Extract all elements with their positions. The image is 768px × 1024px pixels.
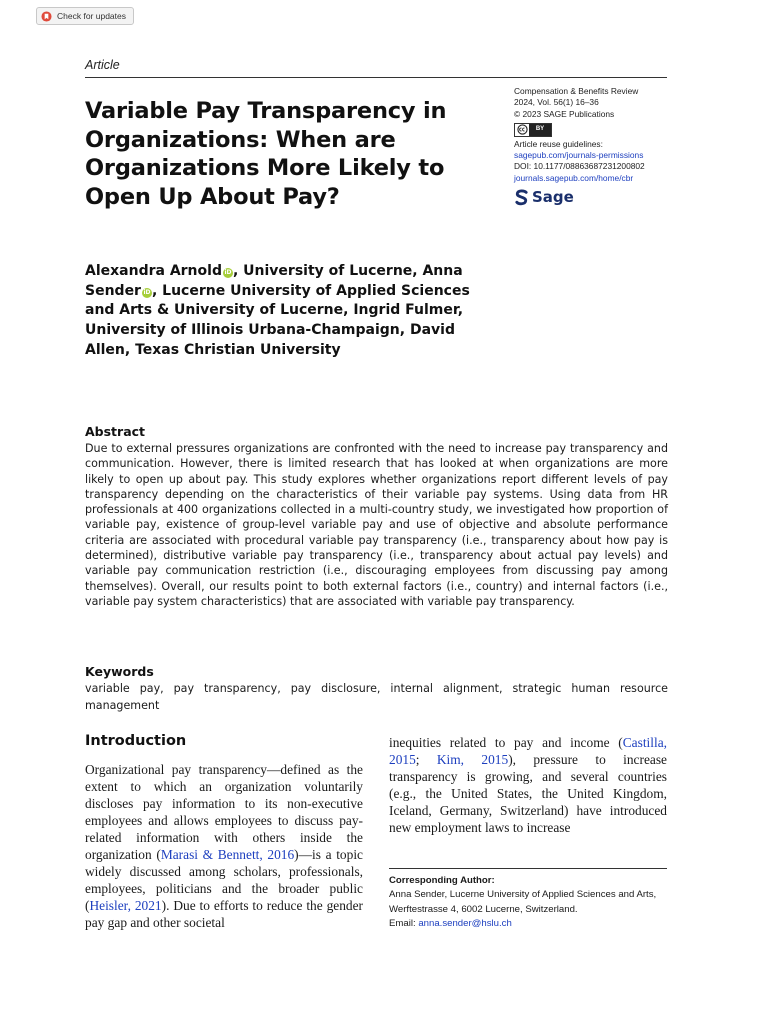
reuse-label: Article reuse guidelines:: [514, 138, 603, 149]
orcid-icon[interactable]: iD: [143, 288, 151, 296]
body-text: ;: [415, 752, 437, 767]
sage-wordmark: Sage: [532, 187, 574, 206]
sage-logo: [514, 189, 684, 206]
body-text: ), pressure to increase transparency is growing, and several countries (e.g., the United States, the United Kingdom, Iceland, Germany, Switzerland) have introduced new employment laws to increase: [389, 752, 667, 835]
sage-s-icon: [514, 189, 529, 206]
corresponding-author-label: Corresponding Author:: [389, 875, 495, 886]
author-affiliation: , Lucerne University of Applied Sciences and Arts & University of Lucerne,: [85, 282, 470, 319]
corresponding-author-email-line: [389, 917, 667, 931]
journal-name: Compensation & Benefits Review: [514, 86, 639, 96]
body-column-left: [85, 761, 363, 931]
journal-volume: 2024, Vol. 56(1) 16–36: [514, 97, 599, 108]
header-divider: [85, 77, 667, 78]
corresponding-author-address: Anna Sender, Lucerne University of Applied Sciences and Arts, Werftestrasse 4, 6002 Lucerne, Switzerland.: [389, 889, 657, 915]
abstract-heading: Abstract: [85, 424, 146, 439]
body-text: inequities related to pay and income (: [389, 735, 623, 750]
body-text: Organizational pay transparency—defined as the extent to which an organization voluntarily discloses pay information to its non-executive employees and allows employees to discuss pay-related information with others inside the organization (: [85, 762, 363, 862]
check-for-updates-button[interactable]: [36, 7, 134, 25]
citation-link[interactable]: Heisler, 2021: [89, 898, 162, 913]
check-for-updates-label: Check for updates: [57, 11, 126, 21]
copyright: © 2023 SAGE Publications: [514, 108, 615, 119]
creative-commons-icon: [517, 124, 528, 135]
cc-by-label: BY: [529, 124, 551, 136]
keywords-text: variable pay, pay transparency, pay disclosure, internal alignment, strategic human resource management: [85, 682, 668, 712]
citation-link[interactable]: Kim, 2015: [436, 752, 509, 767]
author-name: Alexandra Arnold: [85, 263, 222, 279]
reuse-link[interactable]: sagepub.com/journals-permissions: [514, 150, 644, 161]
email-label: Email:: [389, 917, 419, 929]
author-list: [85, 262, 485, 361]
orcid-icon[interactable]: iD: [224, 269, 232, 276]
author-name: Anna Sender: [85, 263, 463, 299]
footnote-divider: [389, 868, 667, 869]
bookmark-check-icon: [41, 11, 52, 22]
author-affiliation: , University of Lucerne,: [232, 263, 418, 279]
citation-link[interactable]: Marasi & Bennett, 2016: [160, 847, 295, 862]
corresponding-author: [389, 874, 667, 931]
article-title: Variable Pay Transparency in Organizations: When are Organizations More Likely to Open Up About Pay?: [85, 98, 447, 210]
journal-info: [514, 86, 684, 206]
email-link[interactable]: anna.sender@hslu.ch: [418, 917, 512, 929]
abstract-text: Due to external pressures organizations are confronted with the need to increase pay transparency and communication. However, there is limited research that has looked at when organizations are more likely to open up about pay. This study explores whether organizations report different levels of pay transparency depending on the characteristics of their variable pay systems. Using data from HR professionals at 400 organizations collected in a multi-country study, we investigated how proportion of variable pay, existence of group-level variable pay and use of objective and absolute performance criteria are associated with procedural variable pay transparency (i.e., transparency about how pay is determined), distributive variable pay transparency (i.e., transparency about actual pay levels) and variable pay communication restriction (i.e., discouraging employees from discussing pay among themselves). Overall, our results point to both external factors (i.e., country) and internal factors (i.e., variable pay system characteristics) that are associated with variable pay transparency.: [85, 442, 668, 608]
body-text: ). Due to efforts to reduce the gender pay gap and other societal: [85, 898, 363, 930]
doi[interactable]: DOI: 10.1177/08863687231200802: [514, 161, 645, 172]
journal-home-link[interactable]: journals.sagepub.com/home/cbr: [514, 172, 634, 183]
introduction-heading: Introduction: [85, 733, 187, 749]
cc-by-license-badge[interactable]: [514, 123, 552, 137]
keywords-heading: Keywords: [85, 664, 154, 679]
body-column-right: [389, 734, 667, 836]
article-type-label: Article: [85, 58, 120, 72]
citation-link[interactable]: Castilla, 2015: [389, 735, 667, 767]
body-text: )—is a topic widely discussed among scholars, professionals, employees, politicians and the broader public (: [85, 847, 363, 913]
other-authors: Ingrid Fulmer, University of Illinois Urbana-Champaign, David Allen, Texas Christian University: [85, 302, 464, 358]
